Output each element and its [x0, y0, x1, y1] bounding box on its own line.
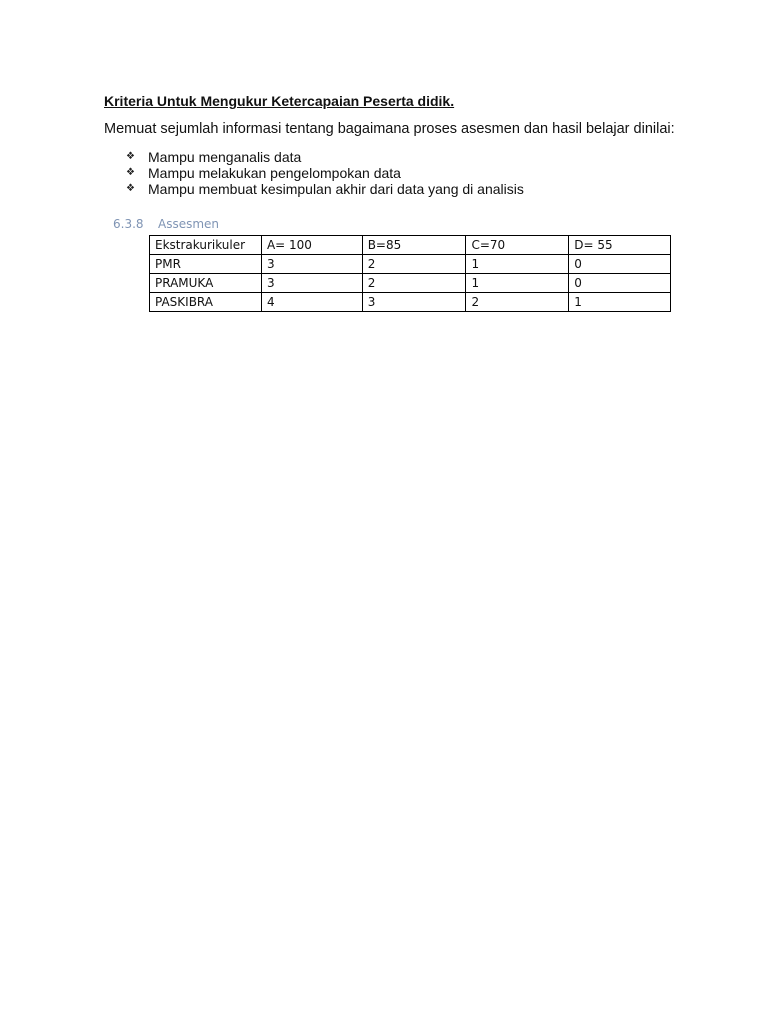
table-cell: 2	[466, 293, 569, 312]
section-heading	[113, 217, 219, 231]
table-row	[150, 274, 671, 293]
table-cell: PRAMUKA	[150, 274, 262, 293]
list-item	[126, 149, 524, 165]
table-header-row	[150, 236, 671, 255]
table-cell: 0	[569, 255, 671, 274]
intro-paragraph: Memuat sejumlah informasi tentang bagaimana proses asesmen dan hasil belajar dinilai:	[104, 121, 675, 137]
section-number: 6.3.8	[113, 217, 144, 231]
list-item-text: Mampu menganalis data	[148, 149, 302, 165]
criteria-list	[126, 149, 524, 197]
table-cell: 1	[466, 255, 569, 274]
table-cell: 2	[362, 274, 466, 293]
table-row	[150, 255, 671, 274]
document-heading: Kriteria Untuk Mengukur Ketercapaian Peserta didik.	[104, 93, 455, 109]
table-cell: PMR	[150, 255, 262, 274]
table-header-cell: C=70	[466, 236, 569, 255]
table-header-cell: A= 100	[261, 236, 362, 255]
assessment-table	[149, 235, 671, 312]
list-item	[126, 181, 524, 197]
table-cell: 1	[466, 274, 569, 293]
table-header-cell: Ekstrakurikuler	[150, 236, 262, 255]
diamond-bullet-icon: ❖	[126, 183, 135, 194]
table-cell: 0	[569, 274, 671, 293]
table-cell: 1	[569, 293, 671, 312]
diamond-bullet-icon: ❖	[126, 151, 135, 162]
table-cell: 3	[261, 255, 362, 274]
table-cell: 4	[261, 293, 362, 312]
list-item-text: Mampu membuat kesimpulan akhir dari data yang di analisis	[148, 181, 524, 197]
table-row	[150, 293, 671, 312]
table-cell: 3	[261, 274, 362, 293]
table-cell: PASKIBRA	[150, 293, 262, 312]
section-title: Assesmen	[158, 217, 220, 231]
table-header-cell: D= 55	[569, 236, 671, 255]
list-item-text: Mampu melakukan pengelompokan data	[148, 165, 401, 181]
table-cell: 3	[362, 293, 466, 312]
table-header-cell: B=85	[362, 236, 466, 255]
list-item	[126, 165, 524, 181]
diamond-bullet-icon: ❖	[126, 167, 135, 178]
table-cell: 2	[362, 255, 466, 274]
